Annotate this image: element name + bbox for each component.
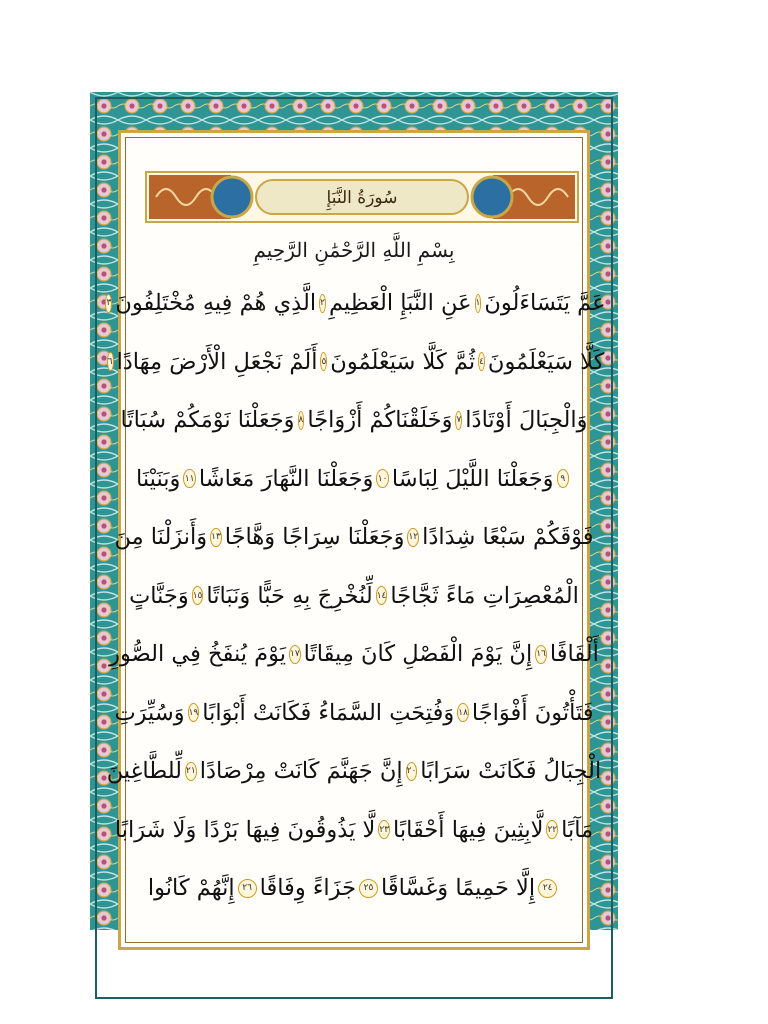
verse-text: وَخَلَقْنَاكُمْ أَزْوَاجًا xyxy=(307,407,453,434)
verse-text: أَلْفَافًا xyxy=(549,641,599,668)
verse-number-marker: ٢٥ xyxy=(359,879,378,898)
verse-text: وَجَعَلْنَا النَّهَارَ مَعَاشًا xyxy=(198,465,374,492)
verse-number-marker: ٦ xyxy=(107,352,114,371)
verse-text: يَوْمَ يُنفَخُ فِي الصُّورِ xyxy=(109,641,286,668)
verse-number-marker: ١٦ xyxy=(535,645,547,664)
verse-number-marker: ٨ xyxy=(298,411,305,430)
verse-text: أَلَمْ نَجْعَلِ الْأَرْضَ مِهَادًا xyxy=(116,348,318,375)
verse-text: وَجَعَلْنَا نَوْمَكُمْ سُبَاتًا xyxy=(120,407,295,434)
verse-number-marker: ٧ xyxy=(455,411,462,430)
verse-text: فَتَأْتُونَ أَفْوَاجًا xyxy=(471,699,594,726)
verse-text: وَبَنَيْنَا xyxy=(136,465,181,492)
surah-title: سُورَةُ النَّبَإِ xyxy=(326,188,398,208)
verse-text: مَآبًا xyxy=(561,816,594,843)
verse-number-marker: ٣ xyxy=(105,294,112,313)
verse-number-marker: ٩ xyxy=(557,469,570,488)
inner-border xyxy=(106,130,606,950)
verse-number-marker: ٢٢ xyxy=(546,820,558,839)
verse-number-marker: ١١ xyxy=(183,469,196,488)
verse-text: وَفُتِحَتِ السَّمَاءُ فَكَانَتْ أَبْوَابًا xyxy=(202,699,455,726)
verse-line xyxy=(114,508,594,567)
verse-number-marker: ٥ xyxy=(320,352,327,371)
verse-number-marker: ٢ xyxy=(319,294,326,313)
verse-number-marker: ٢١ xyxy=(185,762,197,781)
verse-line xyxy=(114,801,594,860)
verse-text: الْجِبَالُ فَكَانَتْ سَرَابًا xyxy=(420,758,602,785)
verse-number-marker: ٤ xyxy=(478,352,485,371)
verse-number-marker: ١٧ xyxy=(289,645,301,664)
verse-text: وَسُيِّرَتِ xyxy=(114,699,185,726)
verse-number-marker: ١٩ xyxy=(188,703,200,722)
verse-number-marker: ١٤ xyxy=(376,586,388,605)
verse-text: إِنَّ يَوْمَ الْفَصْلِ كَانَ مِيقَاتًا xyxy=(303,641,533,668)
basmala: بِسْمِ اللَّهِ الرَّحْمَٰنِ الرَّحِيمِ xyxy=(253,238,455,262)
verse-line xyxy=(109,625,599,684)
verse-line xyxy=(106,742,602,801)
verse-number-marker: ٢٤ xyxy=(538,879,557,898)
verse-line xyxy=(120,391,588,450)
verse-line xyxy=(107,333,605,392)
verse-number-marker: ٢٠ xyxy=(406,762,418,781)
verse-text: عَنِ النَّبَإِ الْعَظِيمِ xyxy=(328,290,472,317)
verse-text: وَجَنَّاتٍ xyxy=(129,582,189,609)
verse-number-marker: ٢٣ xyxy=(378,820,390,839)
verse-number-marker: ١٣ xyxy=(210,528,222,547)
verse-text: إِنَّ جَهَنَّمَ كَانَتْ مِرْصَادًا xyxy=(199,758,403,785)
verse-text: فَوْقَكُمْ سَبْعًا شِدَادًا xyxy=(422,524,594,551)
verse-number-marker: ١٠ xyxy=(376,469,389,488)
verse-number-marker: ١٨ xyxy=(457,703,469,722)
mushaf-page-frame xyxy=(90,92,618,930)
verse-line xyxy=(129,567,579,626)
verse-text: لَّا يَذُوقُونَ فِيهَا بَرْدًا وَلَا شَرَابًا xyxy=(114,816,376,843)
verse-text: ثُمَّ كَلَّا سَيَعْلَمُونَ xyxy=(330,348,476,375)
verse-text: عَمَّ يَتَسَاءَلُونَ xyxy=(484,290,606,317)
surah-header xyxy=(146,172,578,222)
verse-line xyxy=(136,450,572,509)
verse-text: الَّذِي هُمْ فِيهِ مُخْتَلِفُونَ xyxy=(115,290,317,317)
verse-text: وَجَعَلْنَا سِرَاجًا وَهَّاجًا xyxy=(224,524,405,551)
verse-text: وَأَنزَلْنَا مِنَ xyxy=(114,524,208,551)
verse-text: لِّنُخْرِجَ بِهِ حَبًّا وَنَبَاتًا xyxy=(206,582,373,609)
verse-text: جَزَاءً وِفَاقًا xyxy=(259,875,356,902)
verse-text: إِلَّا حَمِيمًا وَغَسَّاقًا xyxy=(381,875,536,902)
verse-text: لِّلطَّاغِينَ xyxy=(106,758,183,785)
verse-text: لَّابِثِينَ فِيهَا أَحْقَابًا xyxy=(393,816,544,843)
verse-line xyxy=(136,859,572,918)
verse-text: وَالْجِبَالَ أَوْتَادًا xyxy=(465,407,588,434)
verse-line xyxy=(106,274,606,333)
verse-number-marker: ١٥ xyxy=(192,586,204,605)
verse-text: وَجَعَلْنَا اللَّيْلَ لِبَاسًا xyxy=(391,465,554,492)
verse-text: إِنَّهُمْ كَانُوا xyxy=(147,875,235,902)
verse-number-marker: ٢٦ xyxy=(238,879,257,898)
verse-text: الْمُعْصِرَاتِ مَاءً ثَجَّاجًا xyxy=(390,582,579,609)
verse-number-marker: ١ xyxy=(475,294,482,313)
verse-lines xyxy=(106,274,606,918)
page-content xyxy=(106,137,606,943)
verse-number-marker: ١٢ xyxy=(407,528,419,547)
verse-line xyxy=(114,684,594,743)
verse-text: كَلَّا سَيَعْلَمُونَ xyxy=(487,348,605,375)
